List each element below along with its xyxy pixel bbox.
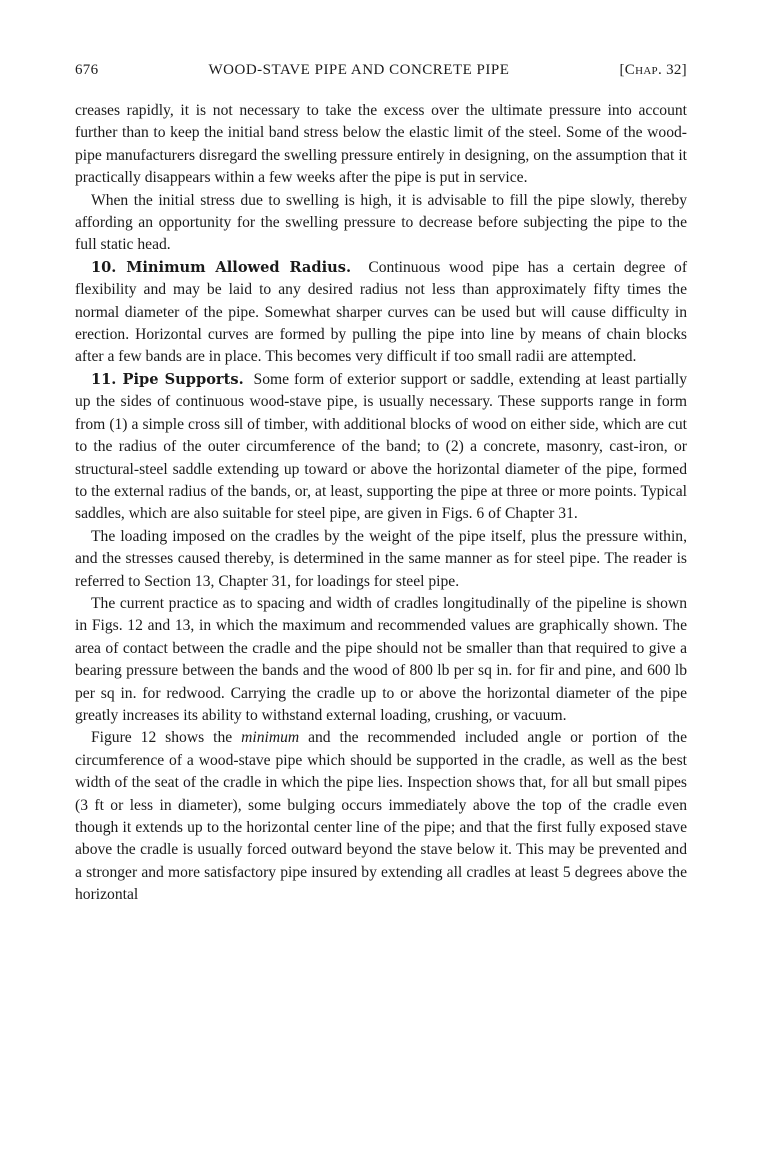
text-segment: and the recommended included angle or portion of the circumference of a wood-stave pipe which should be supported in the cradle, as well as the best width of the seat of the cradle in which the pipe lies. Inspection shows that, for all but small pipes (3 ft or less in diameter), some bulging occurs immediately above the top of the cradle even though it extends up to the horizontal center line of the pipe; and that the first fully exposed stave above the cradle is usually forced outward beyond the stave below it. This may be prevented and a stronger and more satisfactory pipe insured by extending all cradles at least 5 degrees above the horizontal (75, 729, 687, 904)
running-title: WOOD-STAVE PIPE AND CONCRETE PIPE (208, 62, 510, 78)
section-heading: 11. Pipe Supports. (91, 370, 244, 388)
chapter-label: [Chap. 32] (619, 62, 687, 78)
page-number: 676 (75, 62, 99, 78)
paragraph-continuation: creases rapidly, it is not necessary to take the excess over the ultimate pressure into account further than to keep the initial band stress below the elastic limit of the steel. Some of the wood-pipe manufacturers disregard the swelling pressure entirely in designing, on the assumption that it practically disappears within a few weeks after the pipe is put in service. (75, 102, 687, 187)
section-11-pipe-supports (75, 369, 687, 526)
emphasis-text: minimum (241, 729, 300, 747)
section-heading: 10. Minimum Allowed Radius. (91, 258, 352, 276)
paragraph-cradle-loading: The loading imposed on the cradles by the weight of the pipe itself, plus the pressure within, and the stresses caused thereby, is determined in the same manner as for steel pipe. The reader is referred to Section 13, Chapter 31, for loadings for steel pipe. (75, 527, 687, 590)
section-text: Continuous wood pipe has a certain degree of flexibility and may be laid to any desired radius not less than approximately fifty times the normal diameter of the pipe. Somewhat sharper curves can be used but will cause difficulty in erection. Horizontal curves are formed by pulling the pipe into line by means of chain blocks after a few bands are in place. This becomes very difficult if too small radii are attempted. (75, 258, 688, 366)
body-text (75, 100, 687, 907)
text-segment: Figure 12 shows the (91, 729, 242, 747)
paragraph-cradle-spacing: The current practice as to spacing and width of cradles longitudinally of the pipeline is shown in Figs. 12 and 13, in which the maximum and recommended values are graphically shown. The area of contact between the cradle and the pipe should not be smaller than that required to give a bearing pressure between the bands and the wood of 800 lb per sq in. for fir and pine, and 600 lb per sq in. for redwood. Carrying the cradle up to or above the horizontal diameter of the pipe greatly increases its ability to withstand external loading, crushing, or vacuum. (75, 594, 687, 724)
paragraph-initial-stress: When the initial stress due to swelling is high, it is advisable to fill the pipe slowly, thereby affording an opportunity for the swelling pressure to decrease before subjecting the pipe to the full static head. (75, 191, 687, 254)
paragraph-figure-12 (75, 727, 687, 906)
section-10-minimum-allowed-radius (75, 257, 687, 369)
document-page (75, 62, 687, 907)
running-header (75, 62, 687, 86)
section-text: Some form of exterior support or saddle, extending at least partially up the sides of continuous wood-stave pipe, is usually necessary. These supports range in form from (1) a simple cross sill of timber, with additional blocks of wood on either side, which are cut to the radius of the outer circumference of the band; to (2) a concrete, masonry, cast-iron, or structural-steel saddle extending up toward or above the horizontal diameter of the pipe, formed to the external radius of the bands, or, at least, supporting the pipe at three or more points. Typical saddles, which are also suitable for steel pipe, are given in Figs. 6 of Chapter 31. (75, 370, 687, 523)
